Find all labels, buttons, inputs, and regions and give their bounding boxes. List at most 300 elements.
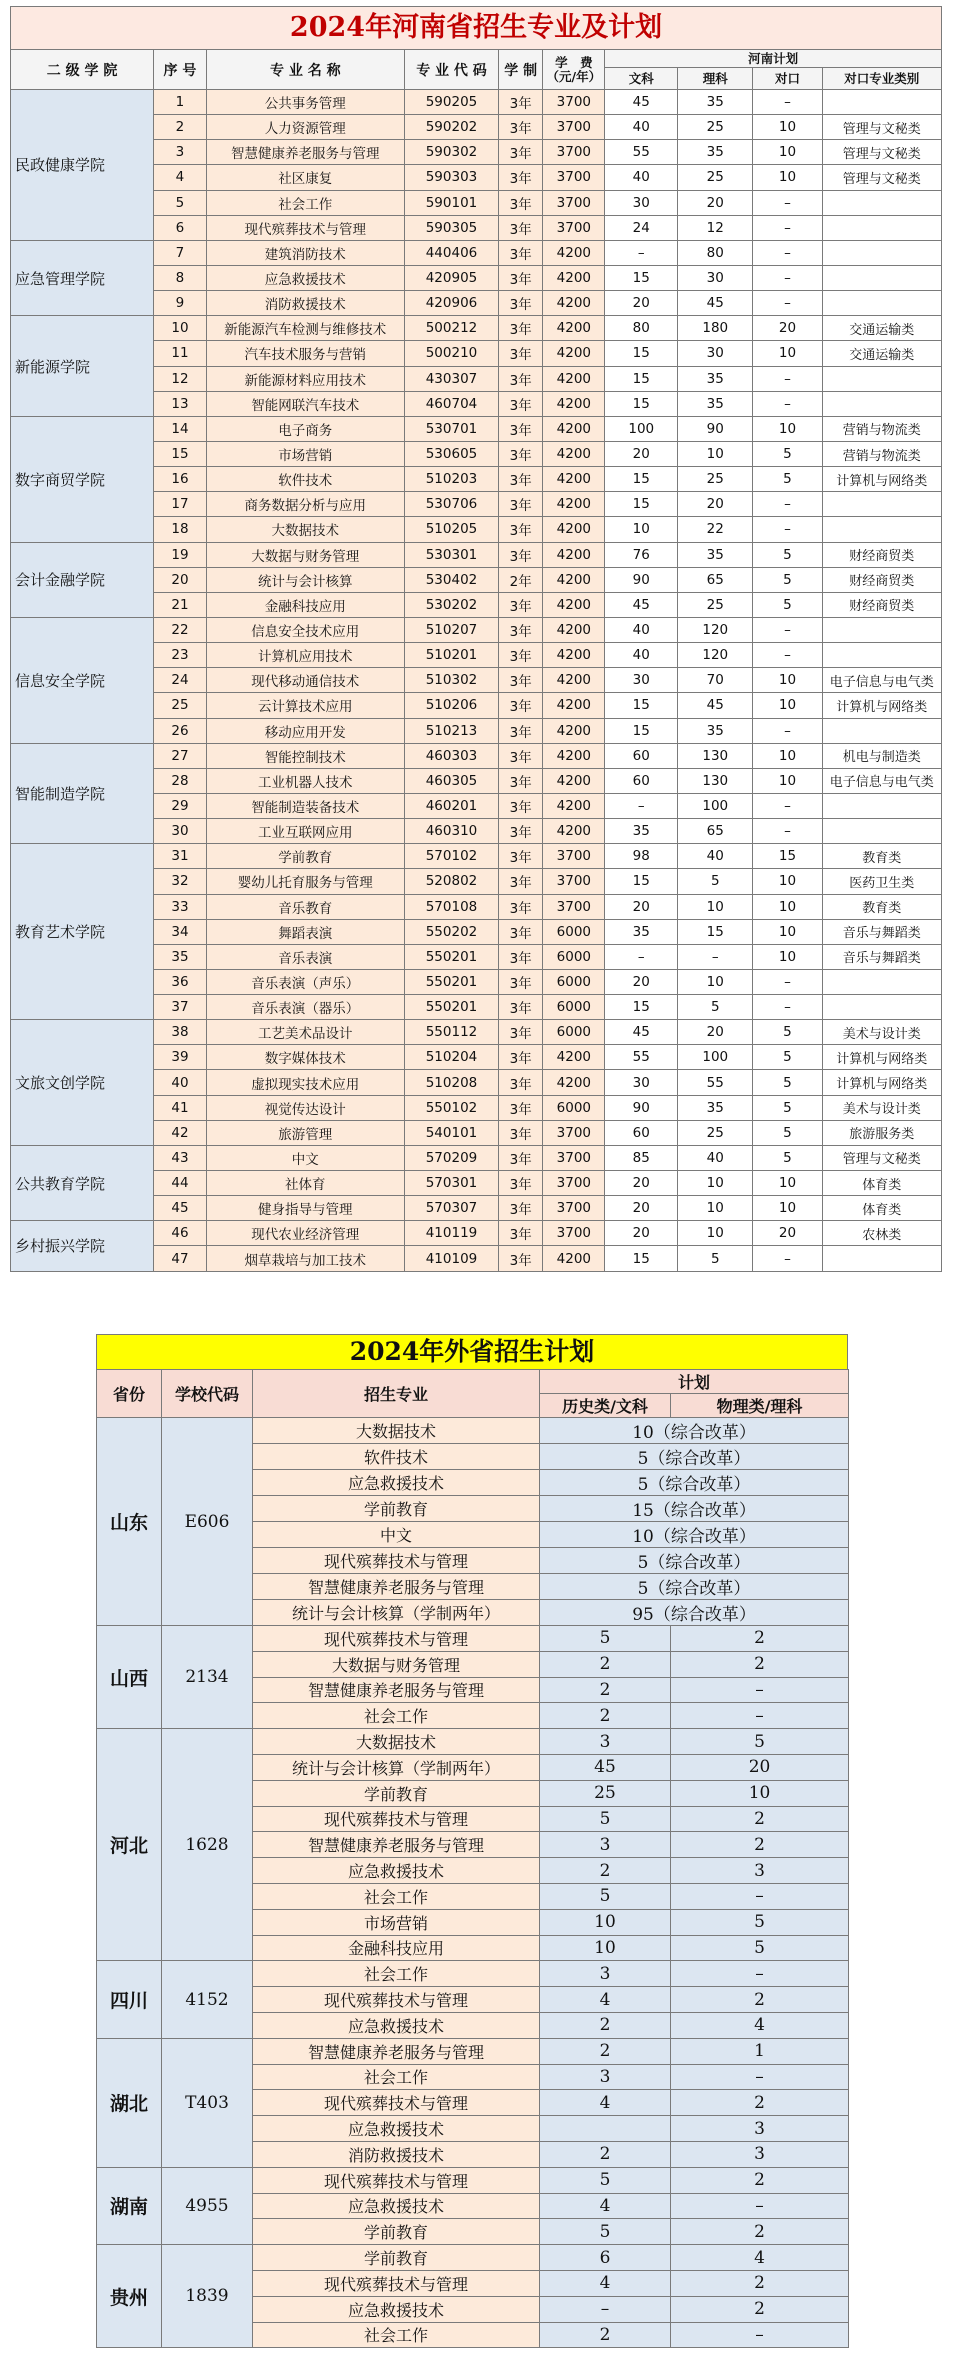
plan-li: 35 bbox=[678, 718, 753, 743]
dui-category: 营销与物流类 bbox=[822, 416, 941, 441]
plan-dui: 10 bbox=[753, 1196, 822, 1221]
years: 3年 bbox=[499, 1070, 543, 1095]
years: 3年 bbox=[499, 844, 543, 869]
tuition: 4200 bbox=[543, 668, 605, 693]
dui-category bbox=[822, 1246, 941, 1271]
tuition: 3700 bbox=[543, 1196, 605, 1221]
plan-physics: 2 bbox=[671, 2296, 849, 2322]
plan-history: 5 bbox=[540, 1883, 671, 1909]
plan-li: 40 bbox=[678, 1145, 753, 1170]
plan-dui: 10 bbox=[753, 115, 822, 140]
tuition: 3700 bbox=[543, 869, 605, 894]
plan-wen: 40 bbox=[605, 643, 678, 668]
tuition: 3700 bbox=[543, 215, 605, 240]
enroll-major: 学前教育 bbox=[253, 2245, 540, 2271]
plan-dui: 10 bbox=[753, 668, 822, 693]
row-index: 14 bbox=[154, 416, 207, 441]
plan-history: 2 bbox=[540, 2322, 671, 2348]
row-index: 36 bbox=[154, 969, 207, 994]
plan-li: 35 bbox=[678, 140, 753, 165]
plan-wen: 35 bbox=[605, 919, 678, 944]
major-name: 移动应用开发 bbox=[206, 718, 404, 743]
plan-reform: 5（综合改革） bbox=[540, 1548, 849, 1574]
years: 3年 bbox=[499, 693, 543, 718]
years: 3年 bbox=[499, 316, 543, 341]
years: 3年 bbox=[499, 869, 543, 894]
major-code: 460704 bbox=[404, 391, 498, 416]
enroll-major: 统计与会计核算（学制两年） bbox=[253, 1754, 540, 1780]
years: 3年 bbox=[499, 416, 543, 441]
enroll-major: 现代殡葬技术与管理 bbox=[253, 1548, 540, 1574]
major-code: 510302 bbox=[404, 668, 498, 693]
tuition: 4200 bbox=[543, 693, 605, 718]
row-index: 30 bbox=[154, 819, 207, 844]
major-name: 音乐教育 bbox=[206, 894, 404, 919]
plan-li: 130 bbox=[678, 768, 753, 793]
years: 3年 bbox=[499, 894, 543, 919]
years: 3年 bbox=[499, 592, 543, 617]
tuition: 6000 bbox=[543, 944, 605, 969]
tuition: 4200 bbox=[543, 366, 605, 391]
major-code: 590302 bbox=[404, 140, 498, 165]
enroll-major: 现代殡葬技术与管理 bbox=[253, 2090, 540, 2116]
major-code: 570108 bbox=[404, 894, 498, 919]
plan-dui: 10 bbox=[753, 1171, 822, 1196]
years: 3年 bbox=[499, 919, 543, 944]
major-name: 健身指导与管理 bbox=[206, 1196, 404, 1221]
plan-physics: – bbox=[671, 2064, 849, 2090]
row-index: 8 bbox=[154, 265, 207, 290]
enroll-major: 学前教育 bbox=[253, 1496, 540, 1522]
plan-history: 10 bbox=[540, 1909, 671, 1935]
plan-dui: 5 bbox=[753, 1145, 822, 1170]
plan-history: 2 bbox=[540, 1858, 671, 1884]
dui-category: 财经商贸类 bbox=[822, 542, 941, 567]
major-code: 550201 bbox=[404, 995, 498, 1020]
plan-wen: 60 bbox=[605, 768, 678, 793]
dui-category: 交通运输类 bbox=[822, 316, 941, 341]
plan-wen: 80 bbox=[605, 316, 678, 341]
plan-li: 25 bbox=[678, 467, 753, 492]
dui-category bbox=[822, 969, 941, 994]
tuition: 4200 bbox=[543, 819, 605, 844]
row-index: 5 bbox=[154, 190, 207, 215]
enroll-major: 学前教育 bbox=[253, 1780, 540, 1806]
plan-dui: 10 bbox=[753, 768, 822, 793]
tuition: 3700 bbox=[543, 90, 605, 115]
school-code: 1839 bbox=[162, 2245, 253, 2348]
school-code: 4152 bbox=[162, 1961, 253, 2038]
major-name: 新能源汽车检测与维修技术 bbox=[206, 316, 404, 341]
major-code: 550202 bbox=[404, 919, 498, 944]
row-index: 43 bbox=[154, 1145, 207, 1170]
plan-history: 25 bbox=[540, 1780, 671, 1806]
plan-li: 10 bbox=[678, 1221, 753, 1246]
major-name: 现代移动通信技术 bbox=[206, 668, 404, 693]
plan-physics: – bbox=[671, 2193, 849, 2219]
plan-wen: 100 bbox=[605, 416, 678, 441]
plan-physics: 2 bbox=[671, 1651, 849, 1677]
tuition: 4200 bbox=[543, 743, 605, 768]
tuition: 3700 bbox=[543, 1120, 605, 1145]
row-index: 44 bbox=[154, 1171, 207, 1196]
plan-dui: 5 bbox=[753, 1045, 822, 1070]
tuition: 3700 bbox=[543, 140, 605, 165]
major-code: 460310 bbox=[404, 819, 498, 844]
row-index: 26 bbox=[154, 718, 207, 743]
college-name: 文旅文创学院 bbox=[11, 1020, 154, 1146]
enroll-major: 现代殡葬技术与管理 bbox=[253, 2270, 540, 2296]
major-name: 现代农业经济管理 bbox=[206, 1221, 404, 1246]
dui-category: 管理与文秘类 bbox=[822, 1145, 941, 1170]
years: 3年 bbox=[499, 240, 543, 265]
years: 3年 bbox=[499, 115, 543, 140]
header-college: 二 级 学 院 bbox=[11, 50, 154, 90]
major-code: 500212 bbox=[404, 316, 498, 341]
major-name: 智能制造装备技术 bbox=[206, 793, 404, 818]
plan-li: 25 bbox=[678, 592, 753, 617]
outside-plan-title: 2024年外省招生计划 bbox=[96, 1334, 848, 1369]
tuition: 4200 bbox=[543, 1070, 605, 1095]
plan-li: 25 bbox=[678, 115, 753, 140]
school-code: 1628 bbox=[162, 1729, 253, 1961]
plan-history: 2 bbox=[540, 1651, 671, 1677]
plan-dui: 5 bbox=[753, 467, 822, 492]
plan-li: 10 bbox=[678, 1171, 753, 1196]
major-name: 新能源材料应用技术 bbox=[206, 366, 404, 391]
plan-physics: 2 bbox=[671, 1832, 849, 1858]
plan-physics: – bbox=[671, 1883, 849, 1909]
plan-li: 40 bbox=[678, 844, 753, 869]
plan-li: 25 bbox=[678, 165, 753, 190]
plan-physics: 10 bbox=[671, 1780, 849, 1806]
plan-wen: – bbox=[605, 793, 678, 818]
plan-li: 35 bbox=[678, 366, 753, 391]
plan-wen: 30 bbox=[605, 1070, 678, 1095]
major-code: 460305 bbox=[404, 768, 498, 793]
enroll-major: 软件技术 bbox=[253, 1444, 540, 1470]
plan-li: 100 bbox=[678, 1045, 753, 1070]
plan-wen: 40 bbox=[605, 115, 678, 140]
table-row bbox=[11, 1221, 942, 1246]
province-name: 贵州 bbox=[97, 2245, 162, 2348]
plan-wen: 15 bbox=[605, 718, 678, 743]
row-index: 31 bbox=[154, 844, 207, 869]
plan-dui: 5 bbox=[753, 592, 822, 617]
major-code: 530301 bbox=[404, 542, 498, 567]
row-index: 12 bbox=[154, 366, 207, 391]
plan-li: 30 bbox=[678, 341, 753, 366]
enroll-major: 应急救援技术 bbox=[253, 2012, 540, 2038]
dui-category bbox=[822, 90, 941, 115]
dui-category bbox=[822, 517, 941, 542]
years: 3年 bbox=[499, 467, 543, 492]
row-index: 13 bbox=[154, 391, 207, 416]
enroll-major: 金融科技应用 bbox=[253, 1935, 540, 1961]
table-row bbox=[97, 2167, 849, 2193]
plan-dui: – bbox=[753, 391, 822, 416]
dui-category: 计算机与网络类 bbox=[822, 1070, 941, 1095]
major-code: 510201 bbox=[404, 643, 498, 668]
major-name: 建筑消防技术 bbox=[206, 240, 404, 265]
header-enroll-major: 招生专业 bbox=[253, 1370, 540, 1418]
row-index: 32 bbox=[154, 869, 207, 894]
enroll-major: 应急救援技术 bbox=[253, 2116, 540, 2142]
plan-dui: – bbox=[753, 215, 822, 240]
school-code: E606 bbox=[162, 1418, 253, 1626]
plan-history: 4 bbox=[540, 1987, 671, 2013]
row-index: 11 bbox=[154, 341, 207, 366]
plan-li: 25 bbox=[678, 1120, 753, 1145]
major-name: 社体育 bbox=[206, 1171, 404, 1196]
plan-wen: 24 bbox=[605, 215, 678, 240]
plan-wen: 55 bbox=[605, 1045, 678, 1070]
years: 3年 bbox=[499, 1196, 543, 1221]
enroll-major: 统计与会计核算（学制两年） bbox=[253, 1600, 540, 1626]
years: 3年 bbox=[499, 793, 543, 818]
college-name: 会计金融学院 bbox=[11, 542, 154, 617]
enroll-major: 社会工作 bbox=[253, 1961, 540, 1987]
row-index: 18 bbox=[154, 517, 207, 542]
plan-li: 65 bbox=[678, 819, 753, 844]
major-name: 学前教育 bbox=[206, 844, 404, 869]
plan-wen: 15 bbox=[605, 492, 678, 517]
dui-category: 电子信息与电气类 bbox=[822, 668, 941, 693]
header-dui: 对口 bbox=[753, 68, 822, 90]
tuition: 4200 bbox=[543, 1045, 605, 1070]
major-code: 570307 bbox=[404, 1196, 498, 1221]
dui-category bbox=[822, 366, 941, 391]
major-code: 590205 bbox=[404, 90, 498, 115]
college-name: 乡村振兴学院 bbox=[11, 1221, 154, 1271]
table-row bbox=[11, 844, 942, 869]
enroll-major: 应急救援技术 bbox=[253, 2296, 540, 2322]
college-name: 公共教育学院 bbox=[11, 1145, 154, 1220]
plan-wen: 20 bbox=[605, 969, 678, 994]
plan-history bbox=[540, 2116, 671, 2142]
dui-category: 体育类 bbox=[822, 1171, 941, 1196]
plan-reform: 5（综合改革） bbox=[540, 1574, 849, 1600]
plan-physics: 3 bbox=[671, 2141, 849, 2167]
dui-category bbox=[822, 492, 941, 517]
major-code: 410109 bbox=[404, 1246, 498, 1271]
dui-category bbox=[822, 819, 941, 844]
plan-dui: 5 bbox=[753, 1070, 822, 1095]
major-code: 430307 bbox=[404, 366, 498, 391]
row-index: 16 bbox=[154, 467, 207, 492]
tuition: 4200 bbox=[543, 341, 605, 366]
years: 2年 bbox=[499, 567, 543, 592]
dui-category bbox=[822, 617, 941, 642]
tuition: 3700 bbox=[543, 1171, 605, 1196]
plan-wen: 35 bbox=[605, 819, 678, 844]
plan-li: 120 bbox=[678, 643, 753, 668]
major-name: 旅游管理 bbox=[206, 1120, 404, 1145]
years: 3年 bbox=[499, 441, 543, 466]
plan-physics: 1 bbox=[671, 2038, 849, 2064]
school-code: 2134 bbox=[162, 1626, 253, 1729]
plan-physics: – bbox=[671, 1703, 849, 1729]
plan-wen: 85 bbox=[605, 1145, 678, 1170]
dui-category bbox=[822, 291, 941, 316]
plan-dui: – bbox=[753, 617, 822, 642]
major-name: 工艺美术品设计 bbox=[206, 1020, 404, 1045]
plan-li: 22 bbox=[678, 517, 753, 542]
dui-category: 交通运输类 bbox=[822, 341, 941, 366]
plan-history: 2 bbox=[540, 1703, 671, 1729]
major-name: 电子商务 bbox=[206, 416, 404, 441]
plan-history: 5 bbox=[540, 1626, 671, 1652]
plan-wen: 20 bbox=[605, 1171, 678, 1196]
plan-dui: 5 bbox=[753, 542, 822, 567]
years: 3年 bbox=[499, 944, 543, 969]
years: 3年 bbox=[499, 215, 543, 240]
major-name: 金融科技应用 bbox=[206, 592, 404, 617]
major-code: 570102 bbox=[404, 844, 498, 869]
tuition: 3700 bbox=[543, 844, 605, 869]
dui-category: 教育类 bbox=[822, 894, 941, 919]
row-index: 34 bbox=[154, 919, 207, 944]
plan-li: 10 bbox=[678, 1196, 753, 1221]
tuition: 4200 bbox=[543, 567, 605, 592]
enroll-major: 大数据技术 bbox=[253, 1418, 540, 1444]
table-row bbox=[97, 1961, 849, 1987]
college-name: 信息安全学院 bbox=[11, 617, 154, 743]
years: 3年 bbox=[499, 617, 543, 642]
plan-li: 45 bbox=[678, 693, 753, 718]
major-name: 计算机应用技术 bbox=[206, 643, 404, 668]
dui-category: 财经商贸类 bbox=[822, 592, 941, 617]
major-code: 460201 bbox=[404, 793, 498, 818]
plan-wen: 45 bbox=[605, 90, 678, 115]
years: 3年 bbox=[499, 819, 543, 844]
years: 3年 bbox=[499, 492, 543, 517]
dui-category: 计算机与网络类 bbox=[822, 467, 941, 492]
major-name: 虚拟现实技术应用 bbox=[206, 1070, 404, 1095]
plan-history: 10 bbox=[540, 1935, 671, 1961]
plan-dui: 10 bbox=[753, 869, 822, 894]
years: 3年 bbox=[499, 1246, 543, 1271]
tuition: 4200 bbox=[543, 592, 605, 617]
plan-physics: 2 bbox=[671, 2219, 849, 2245]
plan-wen: 40 bbox=[605, 165, 678, 190]
plan-wen: 20 bbox=[605, 1196, 678, 1221]
plan-history: 2 bbox=[540, 1677, 671, 1703]
plan-li: 90 bbox=[678, 416, 753, 441]
dui-category: 计算机与网络类 bbox=[822, 693, 941, 718]
table-row bbox=[11, 316, 942, 341]
years: 3年 bbox=[499, 668, 543, 693]
plan-wen: 15 bbox=[605, 467, 678, 492]
major-name: 社会工作 bbox=[206, 190, 404, 215]
major-name: 音乐表演 bbox=[206, 944, 404, 969]
major-code: 540101 bbox=[404, 1120, 498, 1145]
province-name: 山东 bbox=[97, 1418, 162, 1626]
plan-li: 35 bbox=[678, 542, 753, 567]
enroll-major: 市场营销 bbox=[253, 1909, 540, 1935]
table-row bbox=[97, 2245, 849, 2271]
row-index: 47 bbox=[154, 1246, 207, 1271]
plan-dui: 15 bbox=[753, 844, 822, 869]
dui-category: 管理与文秘类 bbox=[822, 115, 941, 140]
major-name: 数字媒体技术 bbox=[206, 1045, 404, 1070]
dui-category: 音乐与舞蹈类 bbox=[822, 919, 941, 944]
years: 3年 bbox=[499, 718, 543, 743]
plan-wen: 90 bbox=[605, 1095, 678, 1120]
table-row bbox=[11, 1020, 942, 1045]
tuition: 3700 bbox=[543, 1145, 605, 1170]
plan-physics: – bbox=[671, 1961, 849, 1987]
tuition: 6000 bbox=[543, 1095, 605, 1120]
major-code: 420906 bbox=[404, 291, 498, 316]
row-index: 39 bbox=[154, 1045, 207, 1070]
plan-dui: 10 bbox=[753, 140, 822, 165]
row-index: 33 bbox=[154, 894, 207, 919]
table-row bbox=[11, 542, 942, 567]
row-index: 23 bbox=[154, 643, 207, 668]
header-li: 理科 bbox=[678, 68, 753, 90]
enroll-major: 智慧健康养老服务与管理 bbox=[253, 1832, 540, 1858]
header-plan: 计划 bbox=[540, 1370, 849, 1394]
dui-category bbox=[822, 391, 941, 416]
outside-plan-section bbox=[96, 1334, 848, 2348]
dui-category bbox=[822, 995, 941, 1020]
plan-dui: 10 bbox=[753, 693, 822, 718]
header-major: 专 业 名 称 bbox=[206, 50, 404, 90]
years: 3年 bbox=[499, 1120, 543, 1145]
enroll-major: 现代殡葬技术与管理 bbox=[253, 1626, 540, 1652]
plan-physics: 5 bbox=[671, 1909, 849, 1935]
dui-category: 体育类 bbox=[822, 1196, 941, 1221]
plan-li: 15 bbox=[678, 919, 753, 944]
row-index: 37 bbox=[154, 995, 207, 1020]
years: 3年 bbox=[499, 391, 543, 416]
plan-physics: 2 bbox=[671, 2270, 849, 2296]
plan-history: 45 bbox=[540, 1754, 671, 1780]
row-index: 7 bbox=[154, 240, 207, 265]
dui-category: 管理与文秘类 bbox=[822, 140, 941, 165]
tuition: 4200 bbox=[543, 718, 605, 743]
years: 3年 bbox=[499, 1145, 543, 1170]
plan-wen: 15 bbox=[605, 341, 678, 366]
dui-category: 美术与设计类 bbox=[822, 1095, 941, 1120]
major-name: 现代殡葬技术与管理 bbox=[206, 215, 404, 240]
major-code: 420905 bbox=[404, 265, 498, 290]
major-code: 530402 bbox=[404, 567, 498, 592]
row-index: 45 bbox=[154, 1196, 207, 1221]
plan-li: 35 bbox=[678, 391, 753, 416]
major-name: 视觉传达设计 bbox=[206, 1095, 404, 1120]
plan-history: 4 bbox=[540, 2090, 671, 2116]
enroll-major: 应急救援技术 bbox=[253, 2193, 540, 2219]
plan-li: 80 bbox=[678, 240, 753, 265]
major-name: 舞蹈表演 bbox=[206, 919, 404, 944]
major-name: 智能网联汽车技术 bbox=[206, 391, 404, 416]
tuition: 4200 bbox=[543, 265, 605, 290]
row-index: 15 bbox=[154, 441, 207, 466]
henan-plan-table bbox=[10, 49, 942, 1272]
header-henan-plan: 河南计划 bbox=[605, 50, 942, 68]
major-code: 520802 bbox=[404, 869, 498, 894]
enroll-major: 中文 bbox=[253, 1522, 540, 1548]
row-index: 25 bbox=[154, 693, 207, 718]
plan-dui: – bbox=[753, 793, 822, 818]
header-school-code: 学校代码 bbox=[162, 1370, 253, 1418]
table-row bbox=[97, 1418, 849, 1444]
dui-category: 财经商贸类 bbox=[822, 567, 941, 592]
tuition: 4200 bbox=[543, 768, 605, 793]
major-code: 440406 bbox=[404, 240, 498, 265]
